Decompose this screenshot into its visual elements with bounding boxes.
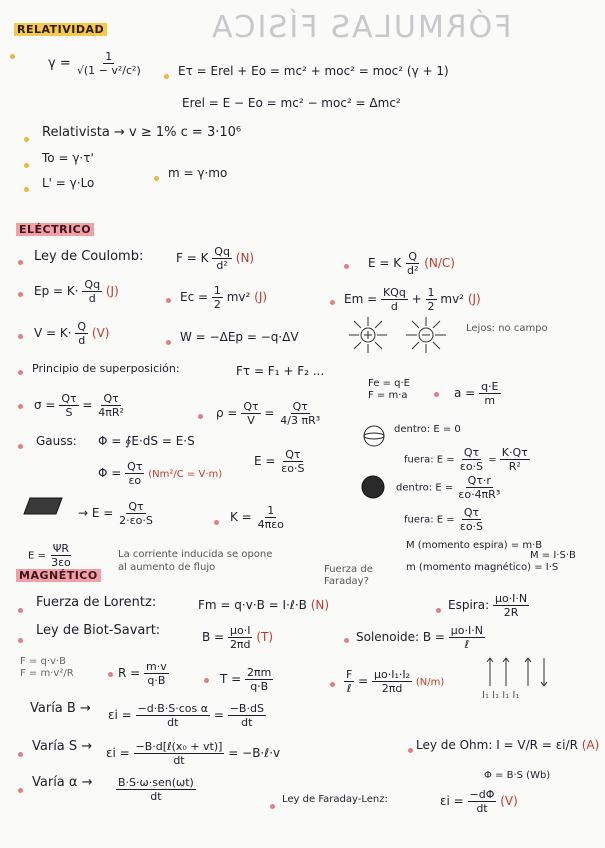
relativista-formula: Relativista → v ≥ 1% c = 3·10⁶ bbox=[42, 125, 242, 140]
plate-icon bbox=[22, 496, 64, 516]
faraday-label: Ley de Faraday-Lenz: bbox=[282, 794, 388, 805]
bullet bbox=[270, 798, 275, 812]
charge-field-diagram bbox=[346, 314, 456, 356]
solid-outside: fuera: E = $\frac{Q\tau}{\varepsilon o\cdot S}$ bbox=[404, 506, 484, 533]
bullet bbox=[18, 254, 23, 268]
hollow-sphere-icon bbox=[362, 424, 386, 448]
currents-labels: I₁ I₁ I₁ I₁ bbox=[482, 690, 520, 701]
bullet bbox=[18, 782, 23, 796]
bullet bbox=[108, 666, 113, 680]
varia-s-formula: εi = $\frac{\text{−B·d[ℓ(x₀ + vt)]}}{dt}$ = −B·ℓ·v bbox=[106, 740, 281, 767]
force-per-length-formula: $\frac{F}{\text{ℓ}}$ = $\frac{\text{μo·I₁·I₂}}{2\pi d}$ (N/m) bbox=[346, 668, 445, 695]
flux-formula: Φ = B·S (Wb) bbox=[484, 770, 551, 781]
gauss-label: Gauss: bbox=[36, 434, 77, 448]
bullet bbox=[18, 398, 23, 412]
hollow-outside: fuera: E = $\frac{Q\tau}{\varepsilon o\cdot S}$ = $\frac{K\cdot Q\tau}{\text{R²}}$ bbox=[404, 446, 528, 473]
wire-formula: E = $\frac{\Psi R}{3\varepsilon o}$ bbox=[28, 542, 71, 569]
biot-formula: B = $\frac{\mu o\cdot I}{2\pi d}$ (T) bbox=[202, 624, 274, 651]
k-formula: K = $\frac{1}{\text{4πεo}}$ bbox=[230, 504, 284, 531]
bullet bbox=[18, 286, 23, 300]
bullet bbox=[18, 438, 23, 452]
hollow-inside: dentro: E = 0 bbox=[394, 424, 461, 435]
superposition-formula: Fτ = F₁ + F₂ ... bbox=[236, 364, 325, 378]
espira-formula: Espira: $\frac{\mu o\cdot I\cdot N}{2R}$ bbox=[448, 592, 528, 619]
coulomb-label: Ley de Coulomb: bbox=[34, 249, 144, 264]
bullet bbox=[18, 328, 23, 342]
bullet bbox=[434, 386, 439, 400]
sigma-formula: σ = $\frac{Q\tau}{S}$ = $\frac{Q\tau}{\text{4πR²}}$ bbox=[34, 392, 124, 419]
section-electrico: ELÉCTRICO bbox=[16, 222, 94, 237]
field-formula: E = K $\frac{Q}{\text{d²}}$ (N/C) bbox=[368, 250, 455, 277]
bullet bbox=[214, 514, 219, 528]
bullet bbox=[166, 334, 171, 348]
total-energy-formula: Eτ = Erel + Eo = mc² + moc² = moc² (γ + 1) bbox=[178, 64, 449, 78]
acceleration-formula: a = $\frac{q\cdot E}{m}$ bbox=[454, 380, 499, 407]
bullet bbox=[204, 672, 209, 686]
parallel-currents-diagram bbox=[482, 654, 562, 688]
bullet bbox=[24, 157, 29, 171]
charges-note: Lejos: no campo bbox=[466, 323, 548, 334]
force-pair-mag: F = q·v·B F = m·v²/R bbox=[20, 656, 74, 679]
bullet bbox=[18, 602, 23, 616]
gamma-formula: γ = $\frac{1}{\text{√(1 − v²/c²)}}$ bbox=[48, 50, 141, 77]
varia-b-label: Varía B → bbox=[30, 701, 91, 716]
induced-current-note: La corriente inducida se opone al aumento de flujo bbox=[118, 549, 273, 573]
mass-formula: m = γ·mo bbox=[168, 166, 228, 180]
period-formula: T = $\frac{2\pi m}{q\cdot B}$ bbox=[220, 666, 272, 693]
bullet bbox=[198, 408, 203, 422]
bullet bbox=[166, 292, 171, 306]
solenoide-formula: Solenoide: B = $\frac{\mu o\cdot I\cdot N}{\text{ℓ}}$ bbox=[356, 624, 483, 651]
section-relatividad: RELATIVIDAD bbox=[14, 22, 107, 37]
moment-spira: M (momento espira) = m·B bbox=[406, 540, 543, 551]
gauss-field-formula: E = $\frac{Q\tau}{\varepsilon o\cdot S}$ bbox=[254, 448, 305, 475]
varia-s-label: Varía S → bbox=[32, 739, 93, 754]
time-dilation-formula: To = γ·τ' bbox=[42, 151, 94, 165]
coulomb-formula: F = K $\frac{Qq}{\text{d²}}$ (N) bbox=[176, 245, 255, 272]
biot-label: Ley de Biot-Savart: bbox=[36, 623, 161, 638]
solid-sphere-icon bbox=[360, 474, 386, 500]
lorentz-formula: Fm = q·v·B = I·ℓ·B (N) bbox=[198, 598, 330, 612]
ep-formula: Ep = K· $\frac{Qq}{d}$ (J) bbox=[34, 278, 119, 305]
moment-magnetic: m (momento magnético) = I·S bbox=[406, 562, 559, 573]
rho-formula: ρ = $\frac{Q\tau}{V}$ = $\frac{Q\tau}{\text{4/3 πR³}}$ bbox=[216, 400, 321, 427]
work-formula: W = −ΔEp = −q·ΔV bbox=[180, 330, 299, 344]
superposition-label: Principio de superposición: bbox=[32, 362, 180, 375]
varia-b-formula: εi = $\frac{\text{−d·B·S·cos α}}{dt}$ = $\frac{-B\cdot dS}{dt}$ bbox=[108, 702, 264, 729]
lorentz-label: Fuerza de Lorentz: bbox=[36, 595, 157, 610]
solid-inside: dentro: E = $\frac{Q\tau\cdot r}{\text{εo·4πR³}}$ bbox=[396, 474, 501, 501]
page-title: FÓRMULAS FÍSICA bbox=[210, 10, 512, 45]
bullet bbox=[18, 632, 23, 646]
bullet bbox=[408, 742, 413, 756]
ec-formula: Ec = $\frac{1}{2}$ mv² (J) bbox=[180, 284, 268, 311]
moment-result: M = I·S·B bbox=[530, 550, 576, 561]
faraday-formula: εi = $\frac{-d\Phi}{dt}$ (V) bbox=[440, 788, 518, 815]
bullet bbox=[18, 364, 23, 378]
bullet bbox=[344, 258, 349, 272]
bullet bbox=[330, 676, 335, 690]
length-formula: L' = γ·Lo bbox=[42, 176, 95, 190]
bullet bbox=[330, 294, 335, 308]
bullet bbox=[164, 68, 169, 82]
varia-alpha-label: Varía α → bbox=[32, 775, 93, 790]
bullet bbox=[24, 181, 29, 195]
ohm-formula: Ley de Ohm: I = V/R = εi/R (A) bbox=[416, 738, 600, 752]
faraday-note: Fuerza de Faraday? bbox=[324, 564, 373, 587]
bullet bbox=[344, 632, 349, 646]
bullet bbox=[18, 746, 23, 760]
radius-formula: R = $\frac{m\cdot v}{q\cdot B}$ bbox=[118, 660, 167, 687]
varia-alpha-formula: $\frac{\text{B·S·ω·sen(ωt)}}{dt}$ bbox=[118, 776, 194, 803]
bullet bbox=[10, 48, 15, 62]
bullet bbox=[436, 602, 441, 616]
plate-formula: → E = $\frac{Q\tau}{2\cdot\varepsilon o\cdot S}$ bbox=[78, 500, 153, 527]
bullet bbox=[24, 131, 29, 145]
gauss-formula-2: Φ = $\frac{Q\tau}{\varepsilon o}$ (Nm²/C = V·m) bbox=[98, 460, 223, 487]
section-magnetico: MAGNÉTICO bbox=[16, 568, 101, 583]
bullet bbox=[154, 170, 159, 184]
potential-formula: V = K· $\frac{Q}{d}$ (V) bbox=[34, 320, 110, 347]
rel-energy-formula: Erel = E − Eo = mc² − moc² = Δmc² bbox=[182, 96, 401, 110]
em-formula: Em = $\frac{\text{KQq}}{d}$ + $\frac{1}{2}$ mv² (J) bbox=[344, 286, 481, 313]
force-pair: Fe = q·E F = m·a bbox=[368, 378, 410, 401]
gauss-formula-1: Φ = ∮E·dS = E·S bbox=[98, 434, 195, 448]
